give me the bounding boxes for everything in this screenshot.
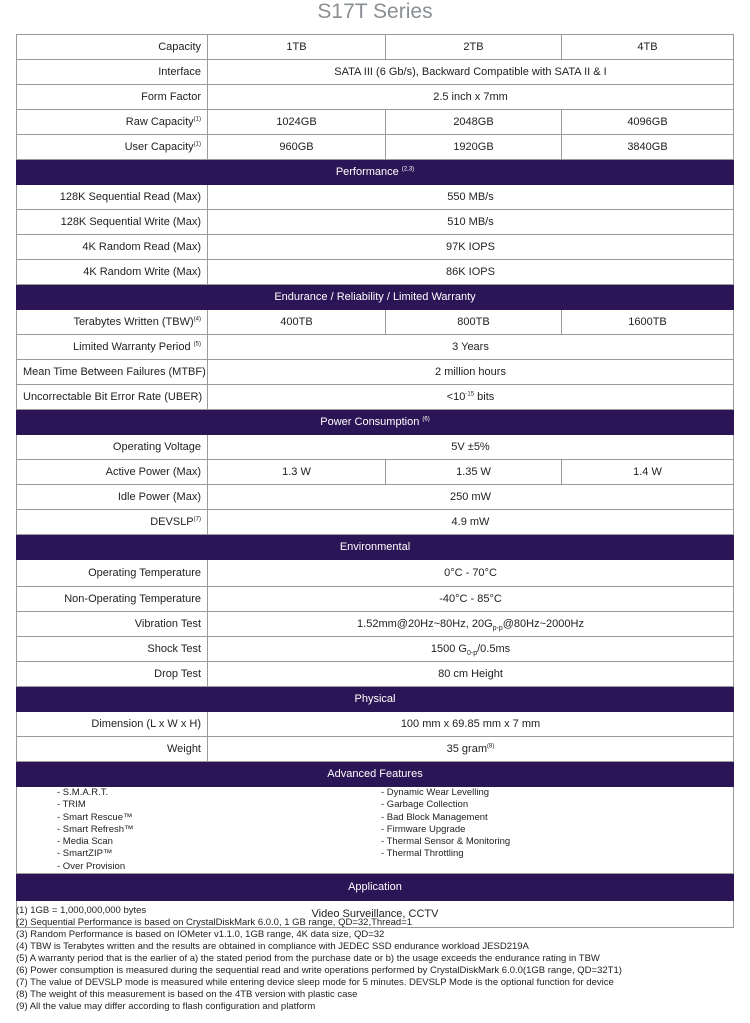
feature-item: - TRIM — [57, 799, 86, 811]
label-active-power: Active Power (Max) — [17, 460, 208, 485]
footnote: (5) A warranty period that is the earlier of a) the stated period from the purchase date or b) the usage exceeds the endurance rating in TBW — [16, 953, 600, 964]
row-seq-write — [17, 210, 734, 235]
raw-capacity-4tb: 4096GB — [562, 110, 734, 135]
footnote: (9) All the value may differ according to flash configuration and platform — [16, 1001, 316, 1012]
value-op-voltage: 5V ±5% — [208, 435, 734, 460]
capacity-1tb: 1TB — [208, 35, 386, 60]
feature-item: - S.M.A.R.T. — [57, 787, 109, 798]
footnote: (8) The weight of this measurement is based on the 4TB version with plastic case — [16, 989, 358, 1000]
active-power-1tb: 1.3 W — [208, 460, 386, 485]
label-warranty: Limited Warranty Period $^{(5)}$ — [17, 335, 208, 360]
label-raw-capacity: Raw Capacity$^{(1)}$ — [17, 110, 208, 135]
feature-item: - Media Scan — [57, 836, 113, 848]
section-header: Environmental — [17, 535, 734, 560]
section-header: Application — [17, 874, 734, 901]
value-vibration: 1.52mm@20Hz~80Hz, $20G_{p-p}@80Hz\sim 2000Hz$ — [208, 612, 734, 637]
footnote: (3) Random Performance is based on IOMeter v1.1.0, 1GB range, 4K data size, QD=32 — [16, 929, 385, 940]
value-dimension: 100 mm x 69.85 mm x 7 mm — [208, 712, 734, 737]
section-header: Advanced Features — [17, 762, 734, 787]
value-idle-power: 250 mW — [208, 485, 734, 510]
value-interface: SATA III (6 Gb/s), Backward Compatible with SATA II & I — [208, 60, 734, 85]
value-warranty: 3 Years — [208, 335, 734, 360]
row-rand-read — [17, 235, 734, 260]
value-rand-read: 97K IOPS — [208, 235, 734, 260]
row-mtbf — [17, 360, 734, 385]
value-drop: 80 cm Height — [208, 662, 734, 687]
value-nonop-temp: -40°C - 85°C — [208, 587, 734, 612]
row-nonop-temp — [17, 587, 734, 612]
features-list-right — [381, 787, 510, 861]
user-capacity-1tb: 960GB — [208, 135, 386, 160]
section-physical — [17, 687, 734, 712]
label-seq-write: 128K Sequential Write (Max) — [17, 210, 208, 235]
active-power-4tb: 1.4 W — [562, 460, 734, 485]
footnote-ref: (6) — [422, 416, 430, 423]
section-advanced — [17, 762, 734, 787]
label-seq-read: 128K Sequential Read (Max) — [17, 185, 208, 210]
label-dimension: Dimension (L x W x H) — [17, 712, 208, 737]
label-vibration: Vibration Test — [17, 612, 208, 637]
row-features — [17, 787, 734, 874]
raw-capacity-1tb: 1024GB — [208, 110, 386, 135]
row-active-power — [17, 460, 734, 485]
label-mtbf: Mean Time Between Failures (MTBF) — [17, 360, 208, 385]
label-user-capacity: User Capacity$^{(1)}$ — [17, 135, 208, 160]
feature-item: - Bad Block Management — [381, 811, 488, 823]
page-title: S17T Series — [317, 0, 433, 23]
row-interface — [17, 60, 734, 85]
value-form-factor: 2.5 inch x 7mm — [208, 85, 734, 110]
row-weight — [17, 737, 734, 762]
tbw-4tb: 1600TB — [562, 310, 734, 335]
active-power-2tb: 1.35 W — [386, 460, 562, 485]
section-endurance — [17, 285, 734, 310]
capacity-4tb: 4TB — [562, 35, 734, 60]
label-rand-read: 4K Random Read (Max) — [17, 235, 208, 260]
row-seq-read — [17, 185, 734, 210]
section-header: Performance $^{(2,3)}$ — [17, 160, 734, 185]
row-drop — [17, 662, 734, 687]
row-tbw — [17, 310, 734, 335]
label-idle-power: Idle Power (Max) — [17, 485, 208, 510]
value-mtbf: 2 million hours — [208, 360, 734, 385]
feature-item: - Over Provision — [57, 860, 126, 872]
feature-item: - Thermal Throttling — [381, 848, 464, 860]
footnote-ref: (7) — [193, 516, 201, 523]
footnote: (4) TBW is Terabytes written and the results are obtained in compliance with JEDEC SSD endurance workload JESD219A — [16, 941, 529, 952]
row-capacity — [17, 35, 734, 60]
label-interface: Interface — [17, 60, 208, 85]
footnote: (6) Power consumption is measured during the sequential read and write operations performed by CrystalDiskMark 6.0.0(1GB range, QD=32T1) — [16, 965, 622, 976]
feature-item: - Firmware Upgrade — [381, 823, 466, 835]
feature-item: - Thermal Sensor & Monitoring — [381, 836, 511, 848]
value-seq-write: 510 MB/s — [208, 210, 734, 235]
footnote-ref: (8) — [487, 743, 495, 750]
section-header: Physical — [17, 687, 734, 712]
value-op-temp: 0°C - 70°C — [208, 560, 734, 587]
section-environmental — [17, 535, 734, 560]
label-form-factor: Form Factor — [17, 85, 208, 110]
row-form-factor — [17, 85, 734, 110]
row-uber — [17, 385, 734, 410]
row-shock — [17, 637, 734, 662]
label-rand-write: 4K Random Write (Max) — [17, 260, 208, 285]
tbw-2tb: 800TB — [386, 310, 562, 335]
value-shock: 1500 $G_{0-p}/0.5ms$ — [208, 637, 734, 662]
footnote-ref: (1) — [193, 141, 201, 148]
value-weight: 35 gram$^{(8)}$ — [208, 737, 734, 762]
tbw-1tb: 400TB — [208, 310, 386, 335]
label-uber: Uncorrectable Bit Error Rate (UBER) — [17, 385, 208, 410]
row-op-voltage — [17, 435, 734, 460]
row-user-capacity — [17, 135, 734, 160]
row-vibration — [17, 612, 734, 637]
feature-item: - SmartZIP™ — [57, 848, 113, 860]
user-capacity-2tb: 1920GB — [386, 135, 562, 160]
footnote: (2) Sequential Performance is based on CrystalDiskMark 6.0.0, 1 GB range, QD=32,Thread=1 — [16, 917, 413, 928]
feature-item: - Garbage Collection — [381, 799, 469, 811]
value-uber: $<10^{-15}$ bits — [208, 385, 734, 410]
footnote-ref: (5) — [193, 341, 201, 348]
section-header: Endurance / Reliability / Limited Warranty — [17, 285, 734, 310]
label-shock: Shock Test — [17, 637, 208, 662]
label-capacity: Capacity — [17, 35, 208, 60]
footnote-ref: (2,3) — [401, 166, 415, 173]
row-op-temp — [17, 560, 734, 587]
label-devslp: DEVSLP$^{(7)}$ — [17, 510, 208, 535]
value-devslp: 4.9 mW — [208, 510, 734, 535]
footnote: (7) The value of DEVSLP mode is measured while entering device sleep mode for 5 minutes. DEVSLP Mode is the optional function for device — [16, 977, 614, 988]
feature-item: - Dynamic Wear Levelling — [381, 787, 490, 798]
row-idle-power — [17, 485, 734, 510]
value-application: Video Surveillance, CCTV — [17, 901, 734, 928]
capacity-2tb: 2TB — [386, 35, 562, 60]
footnote-ref: (1) — [193, 116, 201, 123]
row-warranty — [17, 335, 734, 360]
label-tbw: Terabytes Written (TBW)$^{(4)}$ — [17, 310, 208, 335]
label-weight: Weight — [17, 737, 208, 762]
section-performance — [17, 160, 734, 185]
feature-item: - Smart Rescue™ — [57, 811, 133, 823]
row-devslp — [17, 510, 734, 535]
section-header: Power Consumption $^{(6)}$ — [17, 410, 734, 435]
label-nonop-temp: Non-Operating Temperature — [17, 587, 208, 612]
label-op-voltage: Operating Voltage — [17, 435, 208, 460]
footnote: (1) 1GB = 1,000,000,000 bytes — [16, 905, 147, 916]
section-application — [17, 874, 734, 901]
value-seq-read: 550 MB/s — [208, 185, 734, 210]
features-list-left — [57, 787, 357, 873]
footnotes — [16, 905, 741, 1013]
footnote-ref: (4) — [193, 316, 201, 323]
spec-table — [16, 34, 734, 928]
row-rand-write — [17, 260, 734, 285]
label-drop: Drop Test — [17, 662, 208, 687]
feature-item: - Smart Refresh™ — [57, 823, 134, 835]
raw-capacity-2tb: 2048GB — [386, 110, 562, 135]
section-power — [17, 410, 734, 435]
user-capacity-4tb: 3840GB — [562, 135, 734, 160]
label-op-temp: Operating Temperature — [17, 560, 208, 587]
row-dimension — [17, 712, 734, 737]
features-cell — [17, 787, 734, 874]
row-raw-capacity — [17, 110, 734, 135]
value-rand-write: 86K IOPS — [208, 260, 734, 285]
